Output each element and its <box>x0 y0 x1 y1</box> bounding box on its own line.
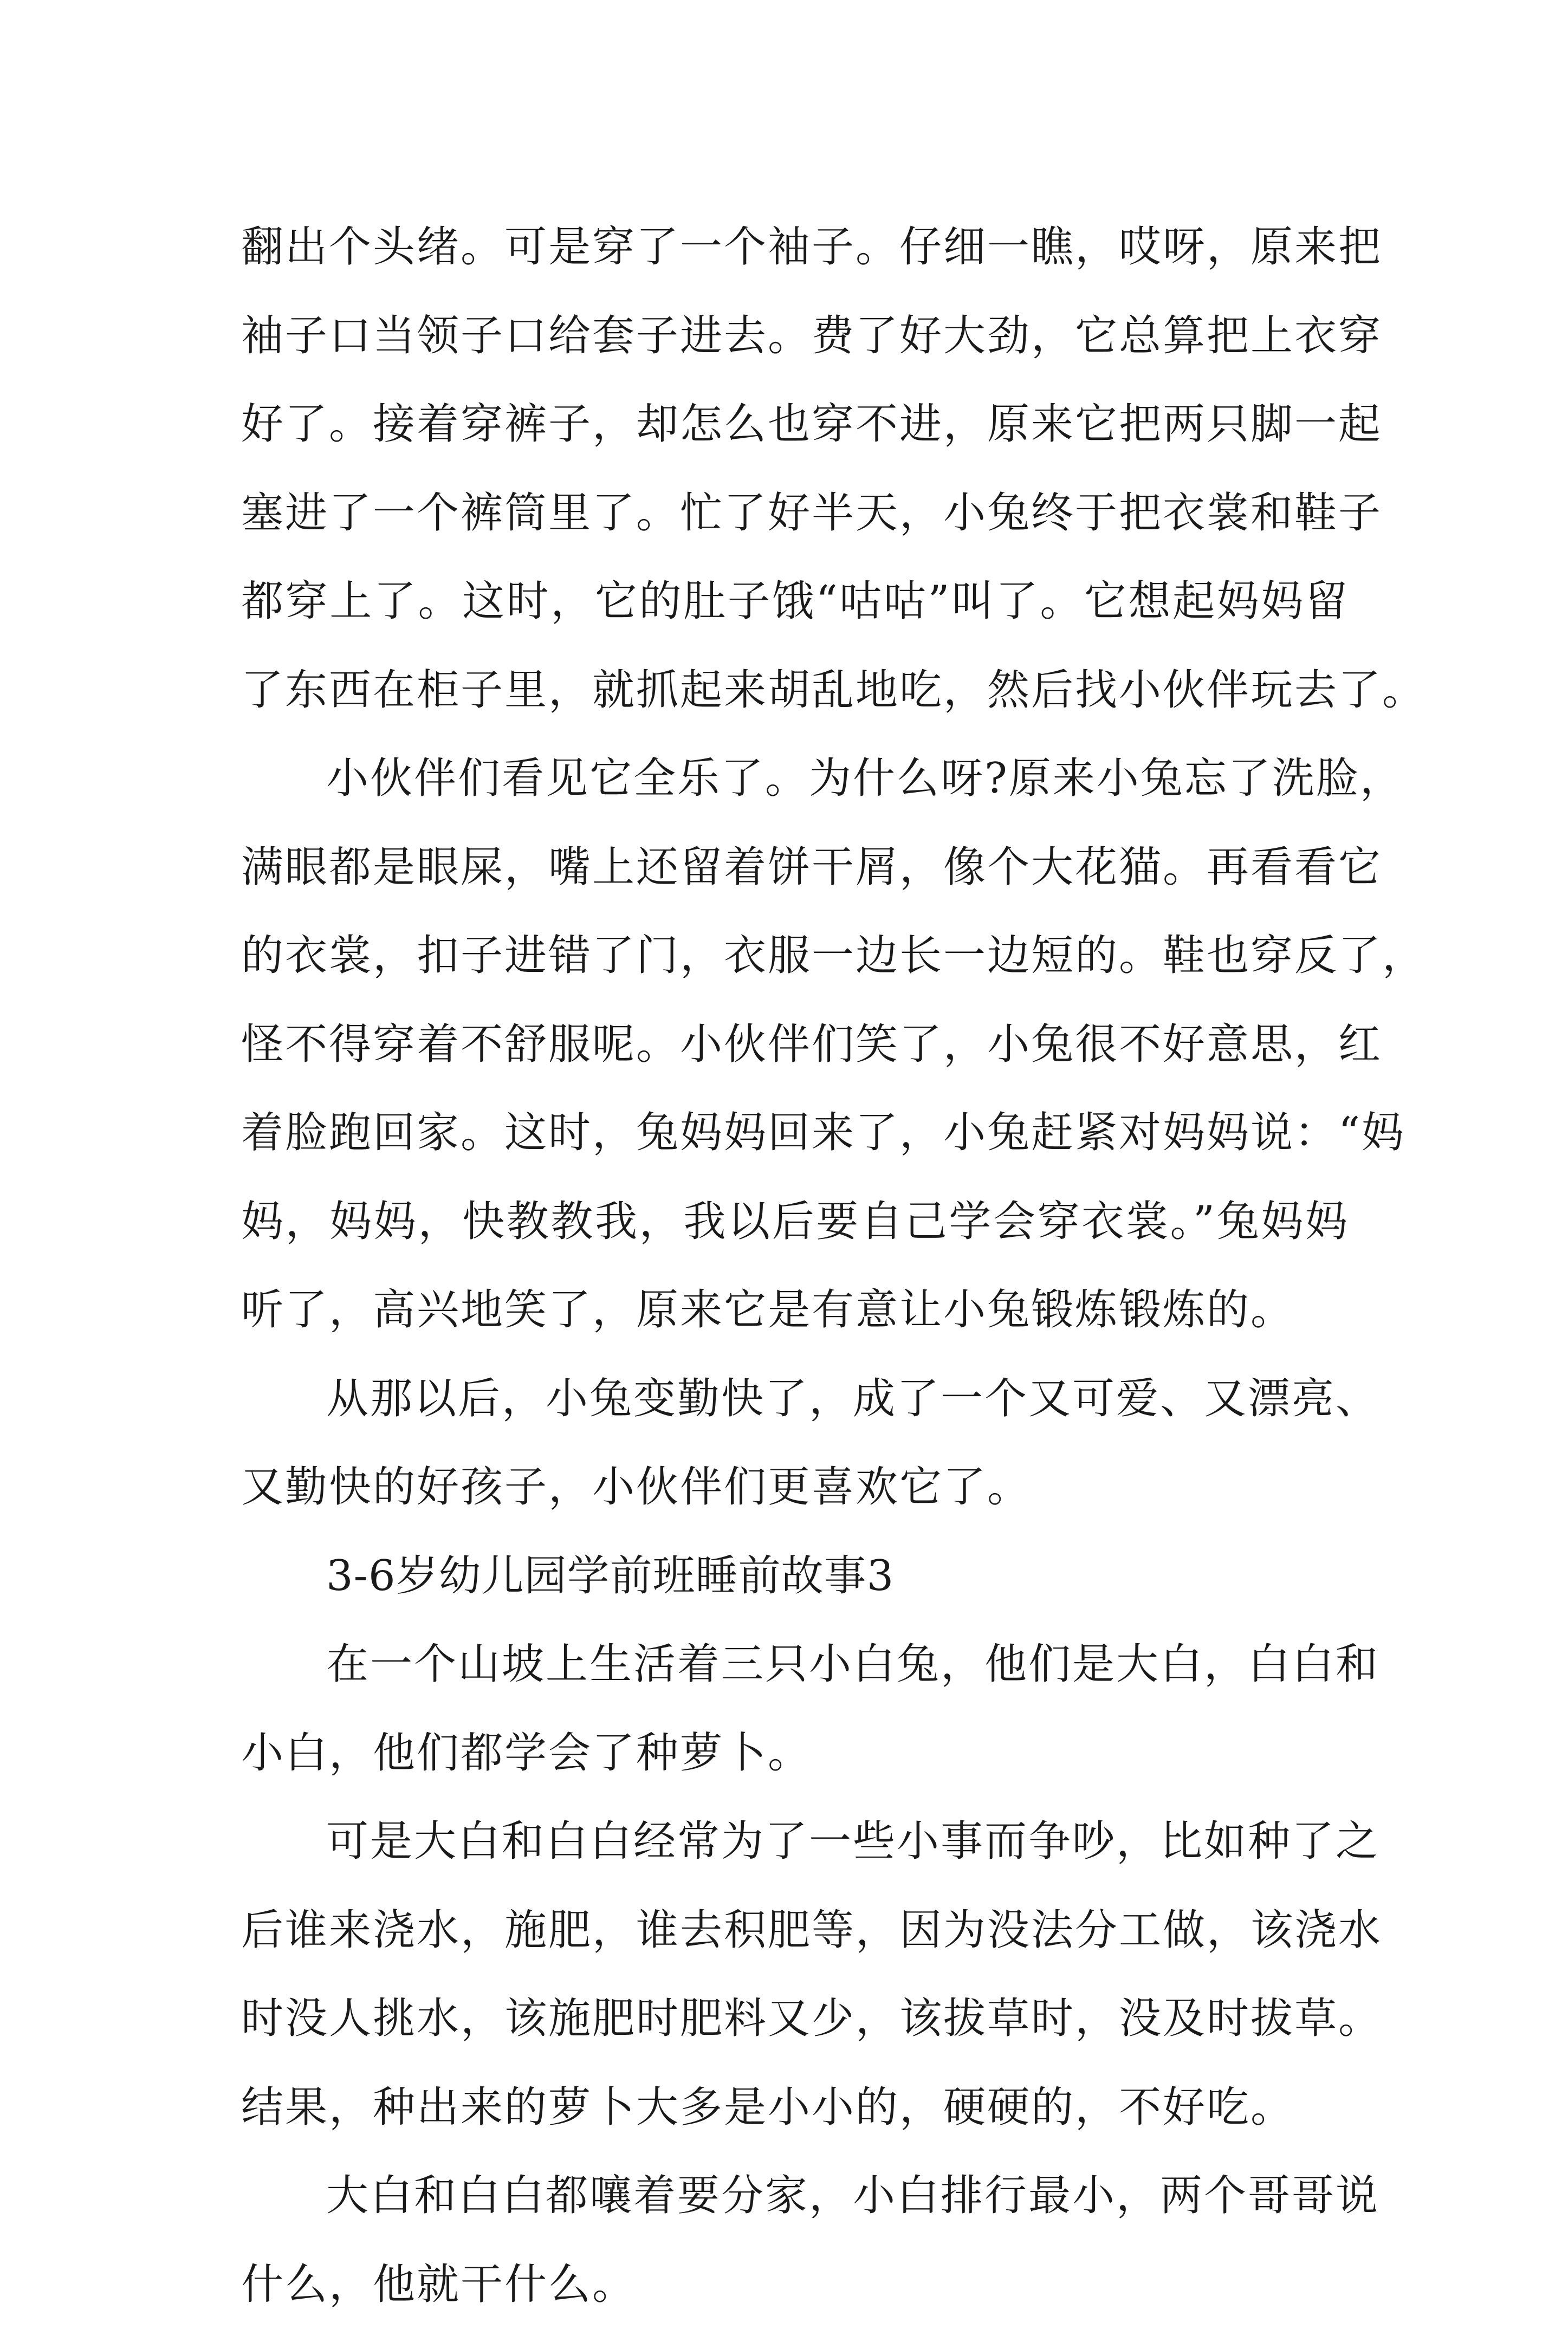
paragraph-last-line: 小白，他们都学会了种萝卜。 <box>241 1709 1349 1798</box>
text-line: 时没人挑水，该施肥时肥料又少，该拔草时，没及时拔草。 <box>241 1975 1349 2064</box>
text-line: 妈，妈妈，快教教我，我以后要自己学会穿衣裳。”兔妈妈 <box>241 1178 1349 1267</box>
text-line: 的衣裳，扣子进错了门，衣服一边长一边短的。鞋也穿反了， <box>241 912 1349 1001</box>
body-text <box>241 203 1349 2329</box>
story-heading: 3-6岁幼儿园学前班睡前故事3 <box>241 1532 1349 1621</box>
text-line: 怪不得穿着不舒服呢。小伙伴们笑了，小兔很不好意思，红 <box>241 1001 1349 1089</box>
paragraph-first-line: 小伙伴们看见它全乐了。为什么呀?原来小兔忘了洗脸， <box>241 735 1349 823</box>
paragraph-first-line: 大白和白白都嚷着要分家，小白排行最小，两个哥哥说 <box>241 2152 1349 2241</box>
paragraph-first-line: 可是大白和白白经常为了一些小事而争吵，比如种了之 <box>241 1798 1349 1886</box>
paragraph-last-line: 什么，他就干什么。 <box>241 2241 1349 2329</box>
text-line: 都穿上了。这时，它的肚子饿“咕咕”叫了。它想起妈妈留 <box>241 557 1349 646</box>
text-line: 翻出个头绪。可是穿了一个袖子。仔细一瞧，哎呀，原来把 <box>241 203 1349 292</box>
text-line: 了东西在柜子里，就抓起来胡乱地吃，然后找小伙伴玩去了。 <box>241 646 1349 735</box>
paragraph-last-line: 又勤快的好孩子，小伙伴们更喜欢它了。 <box>241 1443 1349 1532</box>
text-line: 着脸跑回家。这时，兔妈妈回来了，小兔赶紧对妈妈说：“妈 <box>241 1089 1349 1178</box>
text-line: 好了。接着穿裤子，却怎么也穿不进，原来它把两只脚一起 <box>241 380 1349 469</box>
text-line: 塞进了一个裤筒里了。忙了好半天，小兔终于把衣裳和鞋子 <box>241 469 1349 558</box>
paragraph-last-line: 结果，种出来的萝卜大多是小小的，硬硬的，不好吃。 <box>241 2064 1349 2152</box>
paragraph-first-line: 在一个山坡上生活着三只小白兔，他们是大白，白白和 <box>241 1620 1349 1709</box>
text-line: 满眼都是眼屎，嘴上还留着饼干屑，像个大花猫。再看看它 <box>241 823 1349 912</box>
paragraph-last-line: 听了，高兴地笑了，原来它是有意让小兔锻炼锻炼的。 <box>241 1266 1349 1355</box>
paragraph-first-line: 从那以后，小兔变勤快了，成了一个又可爱、又漂亮、 <box>241 1355 1349 1444</box>
text-line: 后谁来浇水，施肥，谁去积肥等，因为没法分工做，该浇水 <box>241 1886 1349 1975</box>
text-line: 袖子口当领子口给套子进去。费了好大劲，它总算把上衣穿 <box>241 292 1349 381</box>
